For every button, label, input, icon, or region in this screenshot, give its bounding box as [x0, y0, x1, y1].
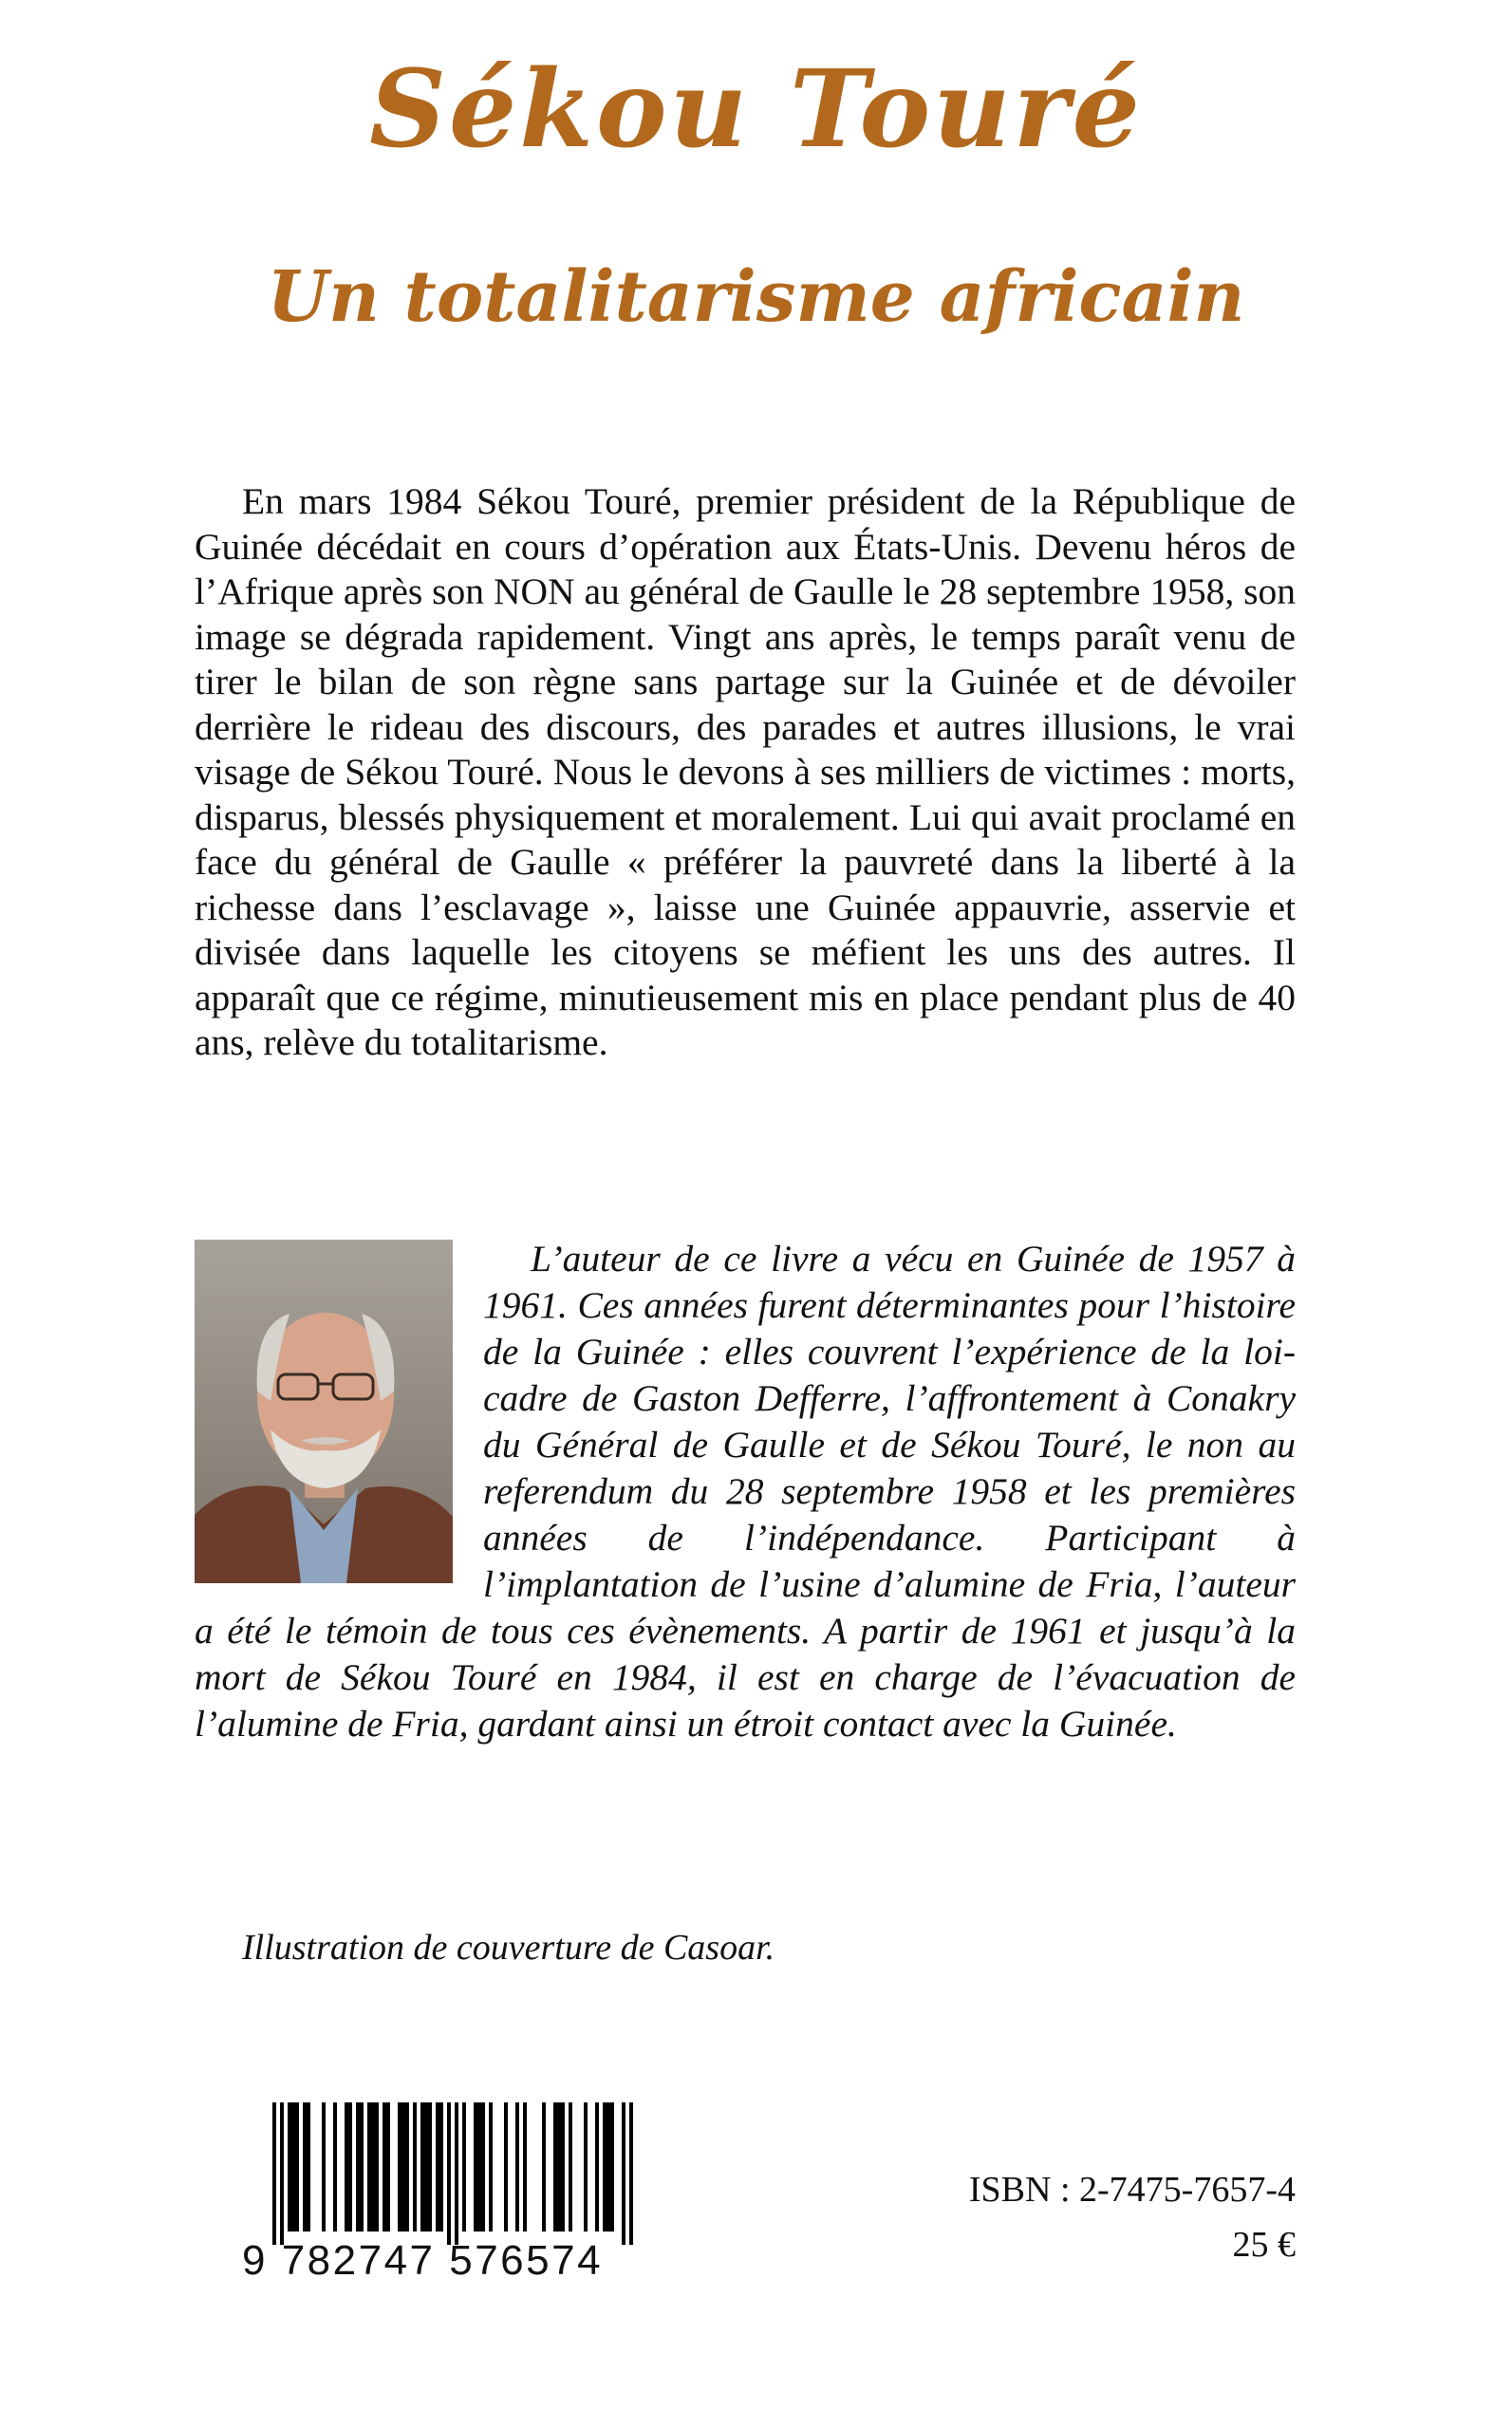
barcode-bar [345, 2102, 348, 2232]
back-cover-blurb: En mars 1984 Sékou Touré, premier président de la République de Guinée décédait en cours d’opération aux États-Unis. Devenu héros de l’Afrique après son NON au général de Gaulle le 28 septembre 1958, son image se dégrada rapidement. Vingt ans après, le temps paraît venu de tirer le bilan de son règne sans partage sur la Guinée et de dévoiler derrière le rideau des discours, des parades et autres illusions, le vrai visage de Sékou Touré. Nous le devons à ses milliers de victimes : morts, disparus, blessés physiquement et moralement. Lui qui avait proclamé en face du général de Gaulle « préférer la pauvreté dans la liberté à la richesse dans l’esclavage », laisse une Guinée appauvrie, asservie et divisée dans laquelle les citoyens se méfient les uns des autres. Il apparaît que ce régime, minutieusement mis en place pendant plus de 40 ans, relève du totalitarisme. [195, 480, 1296, 1063]
barcode-bar [610, 2102, 614, 2232]
barcode-bar [401, 2102, 405, 2232]
barcode-bar [398, 2102, 401, 2232]
barcode-bar [584, 2102, 588, 2232]
barcode-bar [272, 2102, 276, 2245]
barcode-bar [622, 2102, 625, 2245]
barcode-bar [515, 2102, 519, 2232]
barcode-bar [356, 2102, 360, 2232]
barcode-bar [428, 2102, 432, 2232]
barcode-bar [569, 2102, 572, 2232]
barcode-bar [322, 2102, 326, 2232]
barcode-bar [436, 2102, 439, 2232]
isbn-price-block [969, 2162, 1296, 2272]
barcode-bar [523, 2102, 527, 2232]
barcode-bar [405, 2102, 409, 2232]
barcode-bar [280, 2102, 284, 2245]
author-bio: L’auteur de ce livre a vécu en Guinée de 1957 à 1961. Ces années furent déterminantes pour l’histoire de la Guinée : elles couvrent l’expérience de la loi-cadre de Gaston Defferre, l’affrontement à Conakry du Général de Gaulle et de Sékou Touré, le non au referendum du 28 septembre 1958 et les premières années de l’indépendance. Participant à l’implantation de l’usine d’alumine de Fria, l’auteur a été le témoin de tous ces évènements. A partir de 1961 et jusqu’à la mort de Sékou Touré en 1984, il est en charge de l’évacuation de l’alumine de Fria, gardant ainsi un étroit contact avec la Guinée. [195, 1238, 1296, 1745]
barcode-bar [291, 2102, 295, 2232]
barcode-bar [439, 2102, 443, 2232]
barcode-bar [504, 2102, 508, 2232]
barcode-bar [477, 2102, 481, 2232]
barcode-bar [447, 2102, 451, 2245]
barcode-digits: 9 782747 576574 [242, 2237, 604, 2284]
barcode-bar [288, 2102, 291, 2232]
isbn-barcode [242, 2102, 641, 2292]
author-photo [195, 1240, 453, 1583]
barcode-bar [481, 2102, 485, 2232]
barcode-bar [295, 2102, 299, 2232]
barcode-bar [474, 2102, 477, 2232]
barcode-bar [607, 2102, 610, 2232]
barcode-bar [557, 2102, 561, 2232]
barcode-bar [553, 2102, 557, 2232]
cover-illustration-credit: Illustration de couverture de Casoar. [242, 1928, 775, 1968]
barcode-bar [489, 2102, 493, 2232]
barcode-bar [629, 2102, 633, 2245]
barcode-bars [242, 2102, 641, 2245]
barcode-bar [424, 2102, 428, 2232]
author-portrait-image [195, 1240, 453, 1583]
isbn-number: ISBN : 2-7475-7657-4 [968, 2170, 1296, 2210]
barcode-bar [542, 2102, 546, 2232]
barcode-bar [333, 2102, 337, 2232]
barcode-bar [371, 2102, 375, 2232]
barcode-bar [561, 2102, 565, 2232]
barcode-bar [455, 2102, 458, 2245]
barcode-bar [348, 2102, 352, 2232]
barcode-bar [420, 2102, 424, 2232]
barcode-bar [307, 2102, 310, 2232]
price: 25 € [1232, 2225, 1296, 2265]
barcode-bar [383, 2102, 386, 2232]
barcode-bar [367, 2102, 371, 2232]
barcode-bar [603, 2102, 607, 2232]
barcode-bar [360, 2102, 364, 2232]
book-subtitle: Un totalitarisme africain [267, 256, 1245, 338]
barcode-bar [386, 2102, 390, 2232]
book-title: Sékou Touré [369, 47, 1143, 172]
barcode-bar [375, 2102, 379, 2232]
barcode-bar [595, 2102, 599, 2232]
barcode-bar [462, 2102, 466, 2232]
barcode-bar [303, 2102, 307, 2232]
author-section [195, 1236, 1296, 1747]
barcode-bar [413, 2102, 417, 2232]
